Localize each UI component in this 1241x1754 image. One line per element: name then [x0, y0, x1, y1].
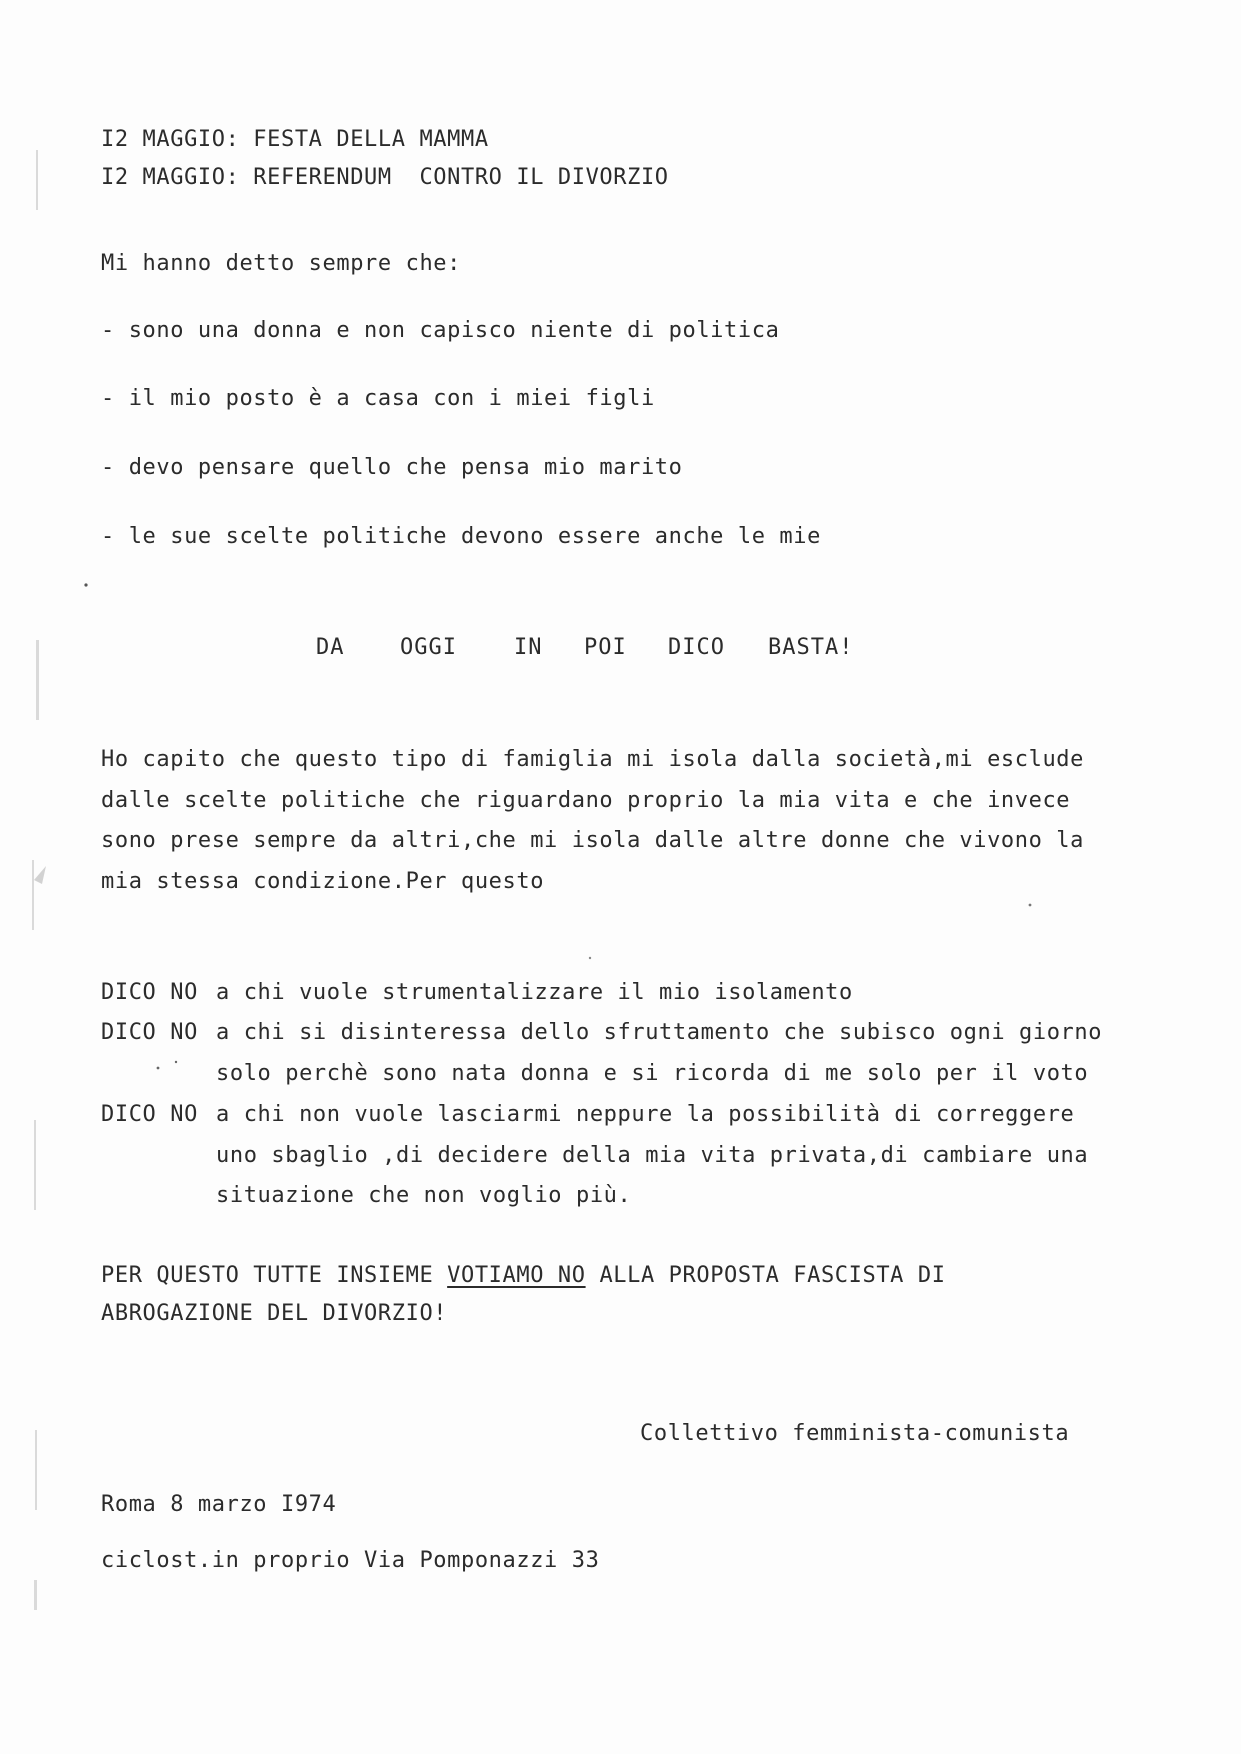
intro-line: Mi hanno detto sempre che: [101, 251, 461, 276]
paragraph-line: mia stessa condizione.Per questo [101, 869, 545, 894]
closing-line-2: ABROGAZIONE DEL DIVORZIO! [101, 1301, 448, 1326]
dico-no-item-2: a chi si disinteressa dello sfruttamento che subisco ogni giorno [216, 1020, 1103, 1045]
header-line-2: I2 MAGGIO: REFERENDUM CONTRO IL DIVORZIO [101, 165, 669, 190]
footer-date: Roma 8 marzo I974 [101, 1492, 337, 1517]
dico-no-item-2-cont: solo perchè sono nata donna e si ricorda di me solo per il voto [216, 1061, 1089, 1086]
bullet-item: - il mio posto è a casa con i miei figli [101, 386, 655, 411]
dico-no-label: DICO NO [101, 1102, 198, 1127]
dico-no-item-1: a chi vuole strumentalizzare il mio isolamento [216, 980, 853, 1005]
bullet-item: - le sue scelte politiche devono essere anche le mie [101, 524, 821, 549]
signature: Collettivo femminista-comunista [640, 1421, 1070, 1446]
slogan-word: OGGI [400, 635, 457, 660]
slogan-word: BASTA! [768, 635, 854, 660]
dico-no-label: DICO NO [101, 1020, 198, 1045]
slogan-word: DICO [668, 635, 725, 660]
bullet-item: - sono una donna e non capisco niente di politica [101, 318, 780, 343]
slogan-word: POI [584, 635, 627, 660]
closing-line-1 [101, 1262, 946, 1290]
paragraph-line: dalle scelte politiche che riguardano proprio la mia vita e che invece [101, 788, 1071, 813]
bullet-item: - devo pensare quello che pensa mio marito [101, 455, 683, 480]
paragraph-line: Ho capito che questo tipo di famiglia mi isola dalla società,mi esclude [101, 747, 1085, 772]
slogan-word: DA [316, 635, 345, 660]
footer-printer: ciclost.in proprio Via Pomponazzi 33 [101, 1548, 600, 1573]
slogan-word: IN [514, 635, 543, 660]
dico-no-item-3: a chi non vuole lasciarmi neppure la possibilità di correggere [216, 1102, 1075, 1127]
closing-pre: PER QUESTO TUTTE INSIEME [101, 1263, 448, 1288]
dico-no-item-3-cont: uno sbaglio ,di decidere della mia vita privata,di cambiare una [216, 1143, 1089, 1168]
paragraph-line: sono prese sempre da altri,che mi isola dalle altre donne che vivono la [101, 828, 1085, 853]
header-line-1: I2 MAGGIO: FESTA DELLA MAMMA [101, 127, 489, 152]
closing-post: ALLA PROPOSTA FASCISTA DI [585, 1263, 946, 1288]
dico-no-label: DICO NO [101, 980, 198, 1005]
closing-emphasis: VOTIAMO NO [447, 1263, 586, 1288]
dico-no-item-3-cont: situazione che non voglio più. [216, 1183, 632, 1208]
